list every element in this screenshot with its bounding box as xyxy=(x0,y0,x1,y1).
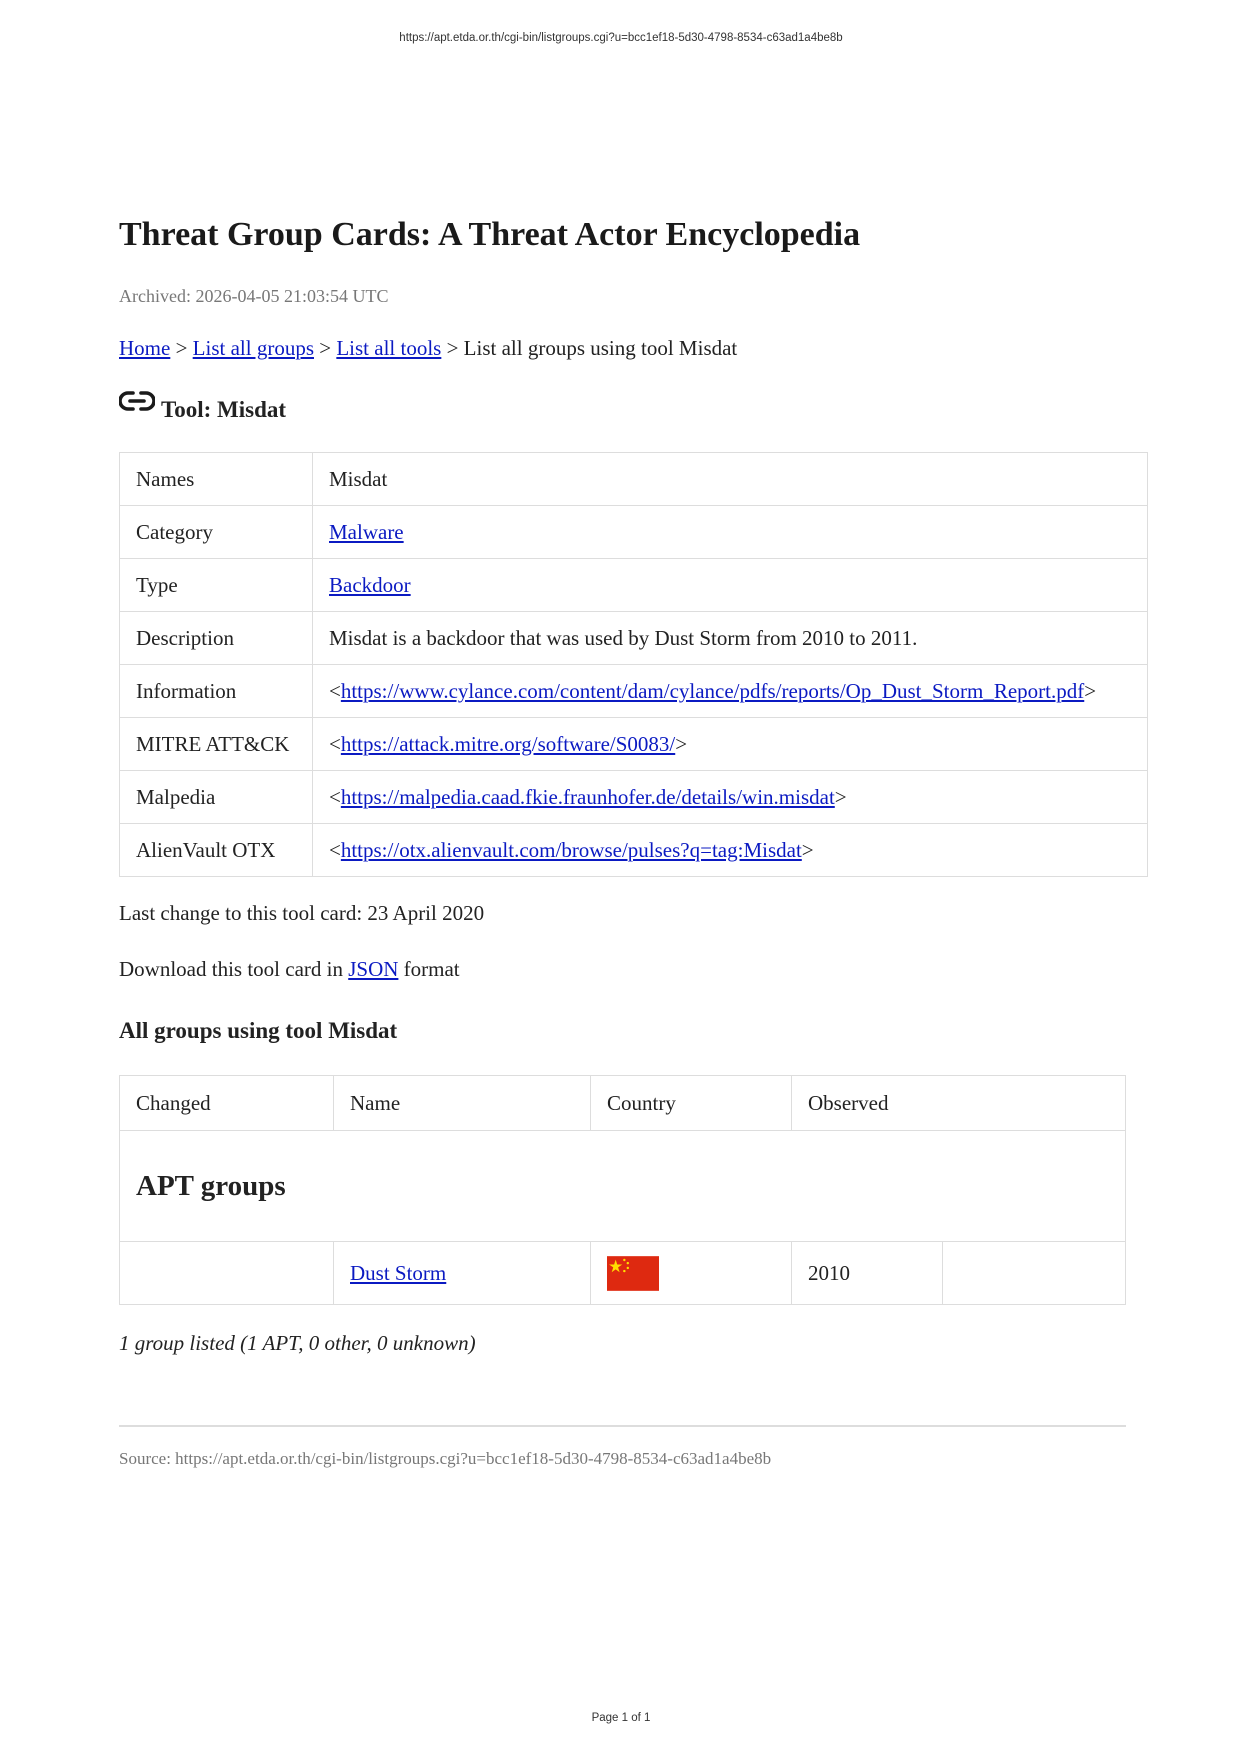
table-header-row xyxy=(120,1076,1126,1131)
extra-cell xyxy=(943,1242,1126,1305)
breadcrumb-current: > List all groups using tool Misdat xyxy=(441,336,738,360)
table-row xyxy=(120,506,1148,559)
archived-timestamp: Archived: 2026-04-05 21:03:54 UTC xyxy=(119,286,389,306)
page-number: Page 1 of 1 xyxy=(591,1712,651,1724)
description-label: Description xyxy=(120,612,313,665)
category-label: Category xyxy=(120,506,313,559)
table-row xyxy=(120,612,1148,665)
table-row xyxy=(120,453,1148,506)
angle-open: < xyxy=(329,678,341,703)
breadcrumb xyxy=(119,334,1149,362)
mitre-cell xyxy=(313,718,1148,771)
angle-open: < xyxy=(329,784,341,809)
angle-close: > xyxy=(675,731,688,756)
table-row xyxy=(120,665,1148,718)
mitre-label: MITRE ATT&CK xyxy=(120,718,313,771)
table-row xyxy=(120,771,1148,824)
malpedia-label: Malpedia xyxy=(120,771,313,824)
otx-label: AlienVault OTX xyxy=(120,824,313,877)
type-label: Type xyxy=(120,559,313,612)
divider xyxy=(119,1425,1126,1427)
breadcrumb-separator: > xyxy=(170,336,193,360)
section-row xyxy=(120,1131,1126,1242)
otx-link[interactable]: https://otx.alienvault.com/browse/pulses?q=tag:Misdat xyxy=(340,837,802,862)
download-prefix: Download this tool card in xyxy=(119,957,349,981)
table-row xyxy=(120,718,1148,771)
angle-close: > xyxy=(834,784,847,809)
column-header-observed: Observed xyxy=(792,1076,1126,1131)
information-link[interactable]: https://www.cylance.com/content/dam/cylance/pdfs/reports/Op_Dust_Storm_Report.pdf xyxy=(340,678,1085,703)
angle-close: > xyxy=(801,837,814,862)
malpedia-cell xyxy=(313,771,1148,824)
link-icon xyxy=(119,386,155,416)
type-cell xyxy=(313,559,1148,612)
column-header-country: Country xyxy=(591,1076,792,1131)
otx-cell xyxy=(313,824,1148,877)
download-line xyxy=(119,955,1149,983)
column-header-changed: Changed xyxy=(120,1076,334,1131)
breadcrumb-separator: > xyxy=(314,336,337,360)
column-header-name: Name xyxy=(334,1076,591,1131)
tool-info-table xyxy=(119,452,1148,877)
angle-close: > xyxy=(1084,678,1097,703)
information-cell xyxy=(313,665,1148,718)
groups-summary: 1 group listed (1 APT, 0 other, 0 unknown) xyxy=(119,1331,476,1355)
malpedia-link[interactable]: https://malpedia.caad.fkie.fraunhofer.de/details/win.misdat xyxy=(340,784,835,809)
name-cell xyxy=(334,1242,591,1305)
names-value: Misdat xyxy=(313,453,1148,506)
groups-heading: All groups using tool Misdat xyxy=(119,1018,398,1043)
china-flag-icon xyxy=(607,1256,659,1291)
tool-heading xyxy=(119,386,1149,426)
observed-cell: 2010 xyxy=(792,1242,943,1305)
description-value: Misdat is a backdoor that was used by Dust Storm from 2010 to 2011. xyxy=(313,612,1148,665)
last-change-text: Last change to this tool card: 23 April 2020 xyxy=(119,901,485,925)
changed-cell xyxy=(120,1242,334,1305)
angle-open: < xyxy=(329,837,341,862)
source-url: Source: https://apt.etda.or.th/cgi-bin/listgroups.cgi?u=bcc1ef18-5d30-4798-8534-c63ad1a4be8b xyxy=(119,1449,772,1468)
breadcrumb-home-link[interactable]: Home xyxy=(119,336,171,360)
angle-open: < xyxy=(329,731,341,756)
mitre-link[interactable]: https://attack.mitre.org/software/S0083/ xyxy=(340,731,676,756)
section-title: APT groups xyxy=(136,1169,286,1202)
table-row xyxy=(120,824,1148,877)
json-download-link[interactable]: JSON xyxy=(348,957,399,981)
download-suffix: format xyxy=(398,957,460,981)
type-link[interactable]: Backdoor xyxy=(329,572,411,597)
section-cell xyxy=(120,1131,1126,1242)
group-link-dust-storm[interactable]: Dust Storm xyxy=(350,1260,447,1285)
groups-table xyxy=(119,1075,1126,1305)
page-title: Threat Group Cards: A Threat Actor Encyclopedia xyxy=(119,216,861,253)
names-label: Names xyxy=(120,453,313,506)
information-label: Information xyxy=(120,665,313,718)
table-row xyxy=(120,559,1148,612)
tool-title: Tool: Misdat xyxy=(161,397,287,422)
breadcrumb-all-groups-link[interactable]: List all groups xyxy=(192,336,314,360)
table-row xyxy=(120,1242,1126,1305)
print-header-url: https://apt.etda.or.th/cgi-bin/listgroups.cgi?u=bcc1ef18-5d30-4798-8534-c63ad1a4be8b xyxy=(399,32,843,44)
page-content xyxy=(119,210,1149,1471)
country-cell xyxy=(591,1242,792,1305)
category-link[interactable]: Malware xyxy=(329,519,404,544)
breadcrumb-all-tools-link[interactable]: List all tools xyxy=(336,336,442,360)
category-cell xyxy=(313,506,1148,559)
